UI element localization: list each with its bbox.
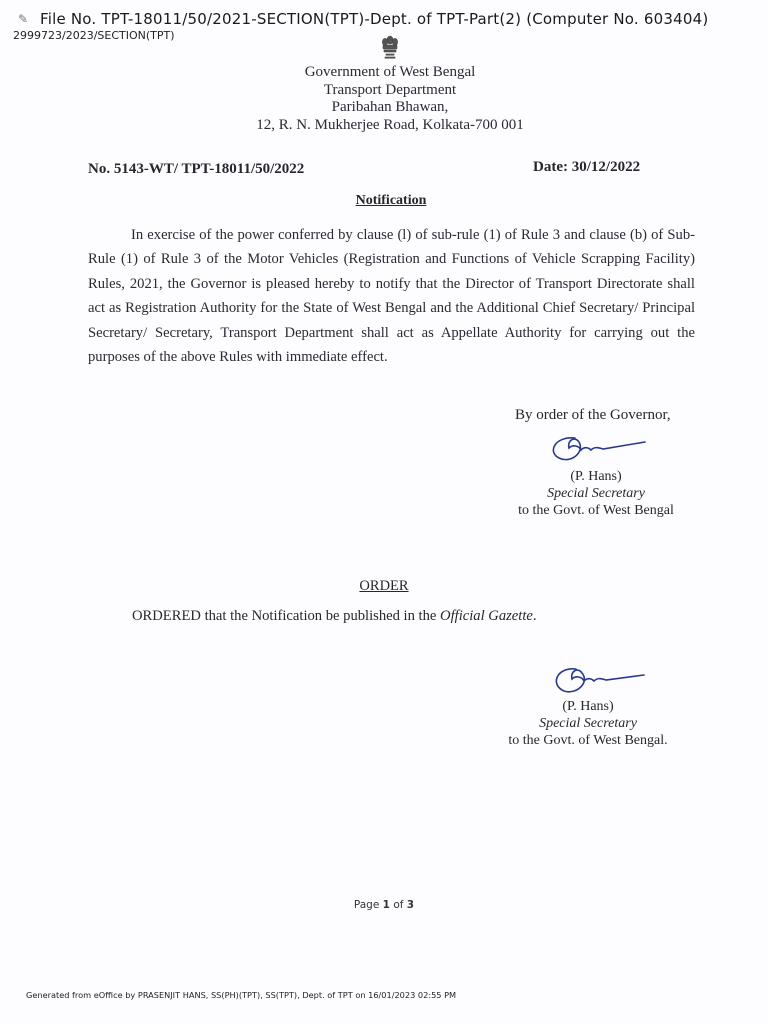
signatory-1-designation: Special Secretary [547, 486, 645, 501]
page-current: 1 [382, 899, 390, 911]
memo-number: No. 5143-WT/ TPT-18011/50/2022 [88, 161, 305, 177]
order-text [132, 608, 537, 625]
pin-icon: ✎ [18, 12, 29, 26]
eoffice-footer: Generated from eOffice by PRASENJIT HANS, SS(PH)(TPT), SS(TPT), Dept. of TPT on 16/01/2023 02:55 PM [26, 990, 457, 1000]
file-number-header: File No. TPT-18011/50/2021-SECTION(TPT)-Dept. of TPT-Part(2) (Computer No. 603404) [40, 10, 709, 28]
order-text-main: ORDERED that the Notification be published in the [132, 608, 441, 624]
notification-heading [0, 193, 768, 209]
by-order-line: By order of the Governor, [515, 407, 671, 423]
letterhead-government: Government of West Bengal [304, 64, 476, 80]
letterhead-department: Transport Department [323, 81, 457, 98]
page-label: Page [353, 899, 380, 911]
official-gazette-text: Official Gazette [440, 608, 533, 624]
file-sub-header: 2999723/2023/SECTION(TPT) [13, 29, 175, 42]
signatory-2-designation: Special Secretary [539, 716, 637, 731]
signatory-1-block [486, 468, 706, 519]
signatory-1-office: to the Govt. of West Bengal [518, 503, 674, 518]
signatory-1-name: (P. Hans) [570, 469, 622, 484]
state-emblem-icon [380, 32, 400, 62]
letterhead [0, 64, 768, 134]
notification-body: In exercise of the power conferred by clause (l) of sub-rule (1) of Rule 3 and clause (b) of Sub-Rule (1) of Rule 3 of the Motor Vehicles (Registration and Functions of Vehicle Scrapping Facility) Rules, 2021, the Governor is pleased hereby to notify that the Director of Transport Directorate shall act as Registration Authority for the State of West Bengal and the Additional Chief Secretary/ Principal Secretary/ Secretary, Transport Department shall act as Appellate Authority for carrying out the purposes of the above Rules with immediate effect. [88, 227, 695, 366]
page-number [0, 899, 768, 911]
memo-date: Date: 30/12/2022 [533, 159, 641, 175]
signature-1-icon [545, 432, 655, 468]
signatory-2-name: (P. Hans) [562, 699, 614, 714]
signature-2-icon [548, 663, 658, 699]
page-of: of [393, 899, 404, 911]
letterhead-address: 12, R. N. Mukherjee Road, Kolkata-700 001 [256, 116, 524, 133]
order-title: ORDER [359, 578, 409, 594]
letterhead-building: Paribahan Bhawan, [331, 99, 449, 115]
notification-title: Notification [355, 193, 427, 208]
order-text-end: . [532, 608, 537, 624]
page-total: 3 [406, 899, 415, 911]
signatory-2-block [478, 698, 698, 749]
signatory-2-office: to the Govt. of West Bengal. [508, 733, 668, 748]
order-heading [0, 578, 768, 595]
